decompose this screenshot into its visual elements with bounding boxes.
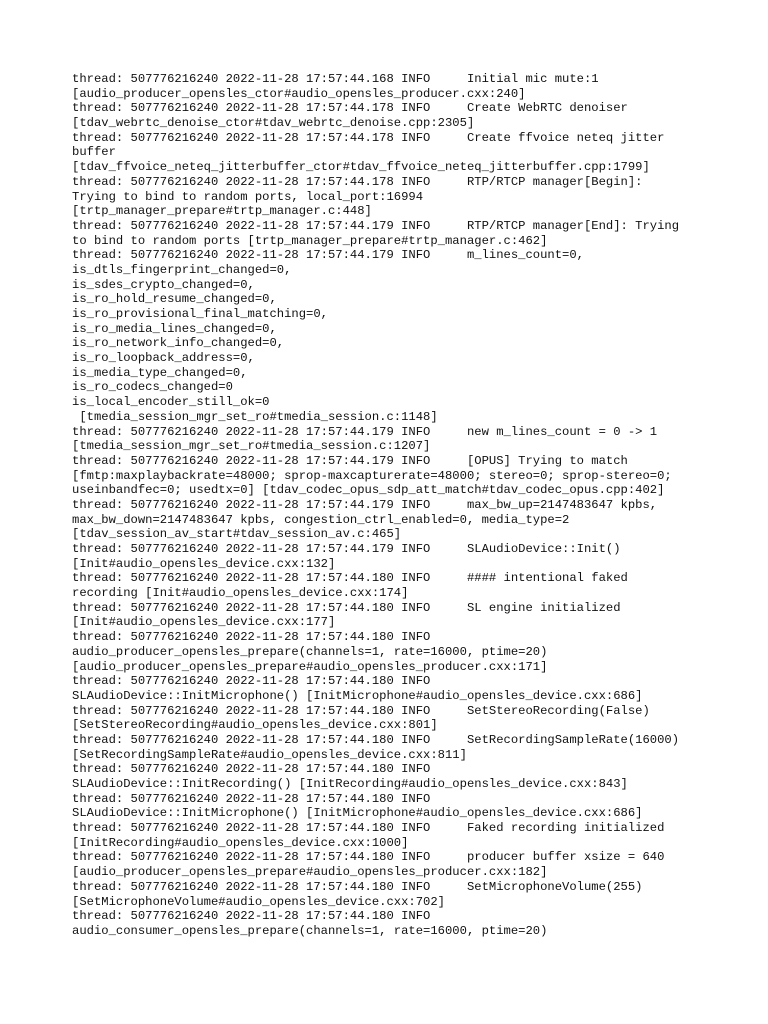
log-line: audio_producer_opensles_prepare(channels=1, rate=16000, ptime=20) <box>72 644 548 659</box>
log-line: is_sdes_crypto_changed=0, <box>72 277 255 292</box>
log-line: thread: 507776216240 2022-11-28 17:57:44.180 INFO SetStereoRecording(False) <box>72 703 650 718</box>
log-line: thread: 507776216240 2022-11-28 17:57:44.180 INFO <box>72 674 431 689</box>
log-line: [audio_producer_opensles_prepare#audio_opensles_producer.cxx:182] <box>72 865 548 880</box>
log-line: [Init#audio_opensles_device.cxx:177] <box>72 615 336 630</box>
log-line: audio_consumer_opensles_prepare(channels=1, rate=16000, ptime=20) <box>72 923 548 938</box>
log-line: thread: 507776216240 2022-11-28 17:57:44.180 INFO #### intentional faked <box>72 571 628 586</box>
log-line: [SetRecordingSampleRate#audio_opensles_device.cxx:811] <box>72 747 467 762</box>
log-line: thread: 507776216240 2022-11-28 17:57:44.179 INFO new m_lines_count = 0 -> 1 <box>72 424 658 439</box>
log-line: is_ro_codecs_changed=0 <box>72 380 233 395</box>
log-line: [InitRecording#audio_opensles_device.cxx:1000] <box>72 835 409 850</box>
log-line: is_ro_provisional_final_matching=0, <box>72 307 328 321</box>
log-line: [tdav_ffvoice_neteq_jitterbuffer_ctor#tdav_ffvoice_neteq_jitterbuffer.cpp:1799] <box>72 160 650 175</box>
log-line: [Init#audio_opensles_device.cxx:132] <box>72 556 336 571</box>
log-line: thread: 507776216240 2022-11-28 17:57:44.179 INFO [OPUS] Trying to match <box>72 453 628 468</box>
log-line: thread: 507776216240 2022-11-28 17:57:44.180 INFO producer buffer xsize = 640 <box>72 850 665 865</box>
log-line: thread: 507776216240 2022-11-28 17:57:44.178 INFO Create ffvoice neteq jitter <box>72 130 665 145</box>
log-line: [SetStereoRecording#audio_opensles_device.cxx:801] <box>72 718 438 733</box>
log-line: thread: 507776216240 2022-11-28 17:57:44.179 INFO SLAudioDevice::Init() <box>72 542 621 556</box>
log-line: is_media_type_changed=0, <box>72 365 248 380</box>
log-line: thread: 507776216240 2022-11-28 17:57:44.180 INFO SetMicrophoneVolume(255) <box>72 879 643 894</box>
log-line: [audio_producer_opensles_prepare#audio_opensles_producer.cxx:171] <box>72 659 548 674</box>
log-line: [SetMicrophoneVolume#audio_opensles_device.cxx:702] <box>72 894 445 909</box>
log-line: is_ro_loopback_address=0, <box>72 351 255 366</box>
log-line: thread: 507776216240 2022-11-28 17:57:44.178 INFO Create WebRTC denoiser <box>72 101 628 116</box>
log-line: thread: 507776216240 2022-11-28 17:57:44.179 INFO max_bw_up=2147483647 kpbs, <box>72 497 658 512</box>
log-line: [tmedia_session_mgr_set_ro#tmedia_session.c:1148] <box>72 409 438 424</box>
log-line: thread: 507776216240 2022-11-28 17:57:44.180 INFO SetRecordingSampleRate(16000) <box>72 732 680 747</box>
log-line: SLAudioDevice::InitRecording() [InitRecording#audio_opensles_device.cxx:843] <box>72 777 628 791</box>
log-line: thread: 507776216240 2022-11-28 17:57:44.180 INFO <box>72 762 431 777</box>
log-line: [audio_producer_opensles_ctor#audio_opensles_producer.cxx:240] <box>72 86 526 101</box>
log-line: is_ro_hold_resume_changed=0, <box>72 292 277 307</box>
log-line: useinbandfec=0; usedtx=0] [tdav_codec_opus_sdp_att_match#tdav_codec_opus.cpp:402] <box>72 483 665 498</box>
log-line: [fmtp:maxplaybackrate=48000; sprop-maxcapturerate=48000; stereo=0; sprop-stereo=0; <box>72 468 672 483</box>
log-line: SLAudioDevice::InitMicrophone() [InitMicrophone#audio_opensles_device.cxx:686] <box>72 806 643 821</box>
log-line: is_ro_media_lines_changed=0, <box>72 321 277 336</box>
log-line: [tdav_webrtc_denoise_ctor#tdav_webrtc_denoise.cpp:2305] <box>72 116 475 131</box>
log-line: [trtp_manager_prepare#trtp_manager.c:448] <box>72 204 372 219</box>
log-line: thread: 507776216240 2022-11-28 17:57:44.180 INFO Faked recording initialized <box>72 821 665 836</box>
log-line: [tdav_session_av_start#tdav_session_av.c:465] <box>72 527 402 542</box>
log-text <box>72 72 712 939</box>
log-line: Trying to bind to random ports, local_port:16994 <box>72 189 424 204</box>
log-line: is_ro_network_info_changed=0, <box>72 336 285 351</box>
log-line: thread: 507776216240 2022-11-28 17:57:44.180 INFO <box>72 630 431 645</box>
log-line: thread: 507776216240 2022-11-28 17:57:44.180 INFO <box>72 909 431 924</box>
log-line: thread: 507776216240 2022-11-28 17:57:44.168 INFO Initial mic mute:1 <box>72 72 599 86</box>
log-line: max_bw_down=2147483647 kpbs, congestion_ctrl_enabled=0, media_type=2 <box>72 512 570 527</box>
log-line: is_local_encoder_still_ok=0 <box>72 395 270 410</box>
log-line: thread: 507776216240 2022-11-28 17:57:44.180 INFO SL engine initialized <box>72 600 621 615</box>
log-line: thread: 507776216240 2022-11-28 17:57:44.179 INFO RTP/RTCP manager[End]: Trying <box>72 218 680 233</box>
log-line: [tmedia_session_mgr_set_ro#tmedia_session.c:1207] <box>72 439 431 454</box>
log-line: recording [Init#audio_opensles_device.cxx:174] <box>72 586 409 601</box>
log-line: is_dtls_fingerprint_changed=0, <box>72 262 292 277</box>
log-line: SLAudioDevice::InitMicrophone() [InitMicrophone#audio_opensles_device.cxx:686] <box>72 688 643 703</box>
log-line: thread: 507776216240 2022-11-28 17:57:44.180 INFO <box>72 791 431 806</box>
log-line: thread: 507776216240 2022-11-28 17:57:44.179 INFO m_lines_count=0, <box>72 248 584 263</box>
log-line: to bind to random ports [trtp_manager_prepare#trtp_manager.c:462] <box>72 233 548 248</box>
log-line: thread: 507776216240 2022-11-28 17:57:44.178 INFO RTP/RTCP manager[Begin]: <box>72 174 643 189</box>
log-line: buffer <box>72 145 116 160</box>
